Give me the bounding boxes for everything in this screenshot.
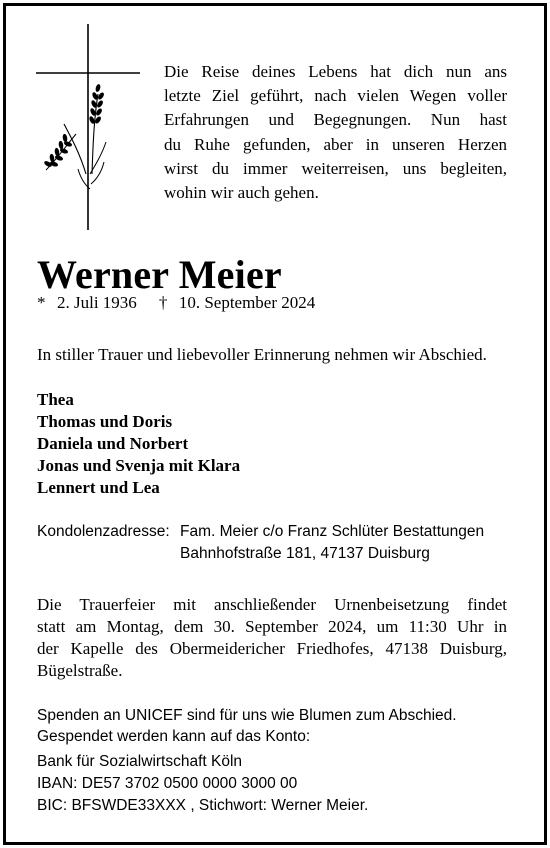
poem-line: wohin wir auch gehen. bbox=[164, 183, 319, 203]
poem-line: Die Reise deines Lebens hat dich nun ans bbox=[164, 62, 507, 81]
condolence-line-1: Fam. Meier c/o Franz Schlüter Bestattungen bbox=[180, 523, 485, 540]
family-member: Thomas und Doris bbox=[37, 412, 173, 431]
bank-name: Bank für Sozialwirtschaft Köln bbox=[37, 753, 243, 770]
bank-iban: IBAN: DE57 3702 0500 0000 3000 00 bbox=[37, 775, 298, 792]
condolence-line-2: Bahnhofstraße 181, 47137 Duisburg bbox=[180, 545, 430, 562]
death-date: 10. September 2024 bbox=[178, 293, 316, 312]
poem-line: wirst du immer weiterreisen, uns begleiten, bbox=[164, 158, 507, 178]
birth-date: 2. Juli 1936 bbox=[57, 293, 137, 312]
ceremony-line: Bügelstraße. bbox=[37, 661, 123, 680]
birth-symbol: * bbox=[37, 293, 46, 312]
ceremony-line: der Kapelle des Obermeidericher Friedhofes, 47138 Duisburg, bbox=[37, 639, 507, 658]
condolence-address bbox=[37, 521, 484, 565]
poem-line: letzte Ziel geführt, nach vielen Wegen voller bbox=[164, 86, 507, 106]
poem-line: Erfahrungen und Begegnungen. Nun hast bbox=[164, 110, 507, 130]
poem-text bbox=[164, 60, 507, 205]
family-list bbox=[37, 389, 240, 499]
deceased-name: Werner Meier bbox=[37, 252, 282, 297]
family-member: Jonas und Svenja mit Klara bbox=[37, 456, 241, 475]
donation-text bbox=[37, 705, 457, 747]
ceremony-line: Die Trauerfeier mit anschließender Urnenbeisetzung findet bbox=[37, 595, 507, 614]
mourning-text: In stiller Trauer und liebevoller Erinnerung nehmen wir Abschied. bbox=[37, 345, 487, 364]
ceremony-line: statt am Montag, dem 30. September 2024, um 11:30 Uhr in bbox=[37, 617, 507, 636]
donation-line-1: Spenden an UNICEF sind für uns wie Blumen zum Abschied. bbox=[37, 707, 457, 724]
life-dates bbox=[37, 293, 315, 313]
cross-wheat-icon bbox=[36, 24, 140, 230]
family-member: Lennert und Lea bbox=[37, 478, 160, 497]
bank-details bbox=[37, 751, 368, 817]
condolence-label: Kondolenzadresse: bbox=[37, 523, 170, 540]
bank-bic: BIC: BFSWDE33XXX , Stichwort: Werner Meier. bbox=[37, 797, 369, 814]
death-symbol: † bbox=[158, 293, 168, 312]
poem-line: du Ruhe gefunden, aber in unseren Herzen bbox=[164, 134, 507, 154]
ceremony-text bbox=[37, 594, 507, 682]
family-member: Daniela und Norbert bbox=[37, 434, 189, 453]
family-member: Thea bbox=[37, 390, 74, 409]
donation-line-2: Gespendet werden kann auf das Konto: bbox=[37, 728, 311, 745]
